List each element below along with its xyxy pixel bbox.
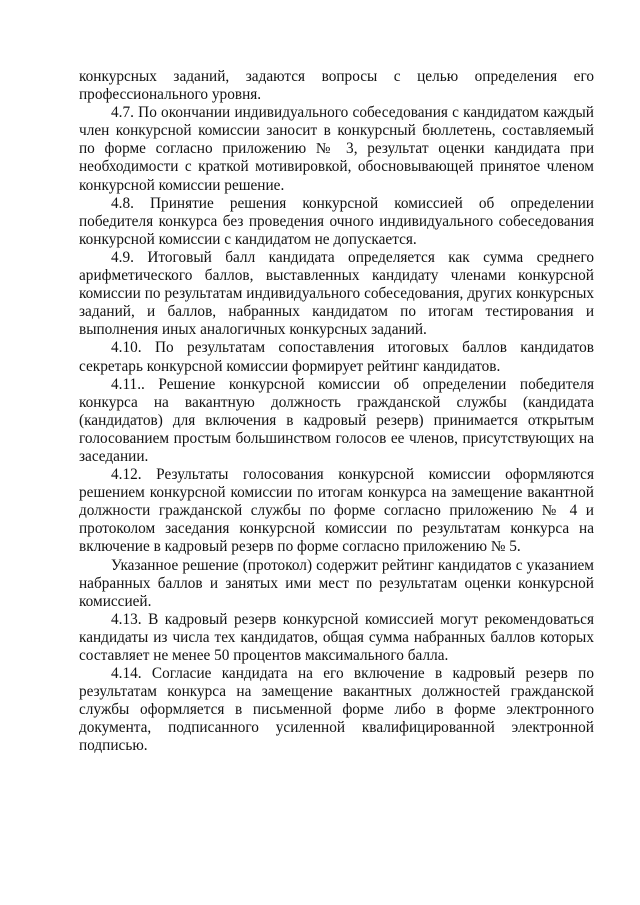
paragraph-4-8: 4.8. Принятие решения конкурсной комиссией об определении победителя конкурса без проведения очного индивидуального собеседования конкурсной комиссии с кандидатом не допускается. — [79, 194, 594, 248]
paragraph-4-11: 4.11.. Решение конкурсной комиссии об определении победителя конкурса на вакантную должность гражданской службы (кандидата (кандидатов) для включения в кадровый резерв) принимается открытым голосованием простым большинством голосов ее членов, присутствующих на заседании. — [79, 375, 594, 465]
paragraph-continuation: конкурсных заданий, задаются вопросы с целью определения его профессионального уровня. — [79, 68, 594, 104]
document-page — [79, 68, 594, 756]
paragraph-4-9: 4.9. Итоговый балл кандидата определяется как сумма среднего арифметического баллов, выставленных кандидату членами конкурсной комиссии по результатам индивидуального собеседования, других конкурсных заданий, и баллов, набранных кандидатом по итогам тестирования и выполнения иных аналогичных конкурсных заданий. — [79, 248, 594, 339]
paragraph-4-14: 4.14. Согласие кандидата на его включение в кадровый резерв по результатам конкурса на замещение вакантных должностей гражданской службы оформляется в письменной форме либо в форме электронного документа, подписанного усиленной квалифицированной электронной подписью. — [79, 665, 594, 755]
paragraph-4-12: 4.12. Результаты голосования конкурсной комиссии оформляются решением конкурсной комиссии по итогам конкурса на замещение вакантной должности гражданской службы по форме согласно приложению № 4 и протоколом заседания конкурсной комиссии по результатам конкурса на включение в кадровый резерв по форме согласно приложению № 5. — [79, 466, 594, 556]
paragraph-4-10: 4.10. По результатам сопоставления итоговых баллов кандидатов секретарь конкурсной комиссии формирует рейтинг кандидатов. — [79, 339, 594, 375]
paragraph-4-13: 4.13. В кадровый резерв конкурсной комиссией могут рекомендоваться кандидаты из числа тех кандидатов, общая сумма набранных баллов которых составляет не менее 50 процентов максимального балла. — [79, 610, 594, 664]
paragraph-decision-note: Указанное решение (протокол) содержит рейтинг кандидатов с указанием набранных баллов и занятых ими мест по результатам оценки конкурсной комиссией. — [79, 556, 594, 610]
paragraph-4-7: 4.7. По окончании индивидуального собеседования с кандидатом каждый член конкурсной комиссии заносит в конкурсный бюллетень, составляемый по форме согласно приложению № 3, результат оценки кандидата при необходимости с краткой мотивировкой, обосновывающей принятое членом конкурсной комиссии решение. — [79, 104, 594, 194]
